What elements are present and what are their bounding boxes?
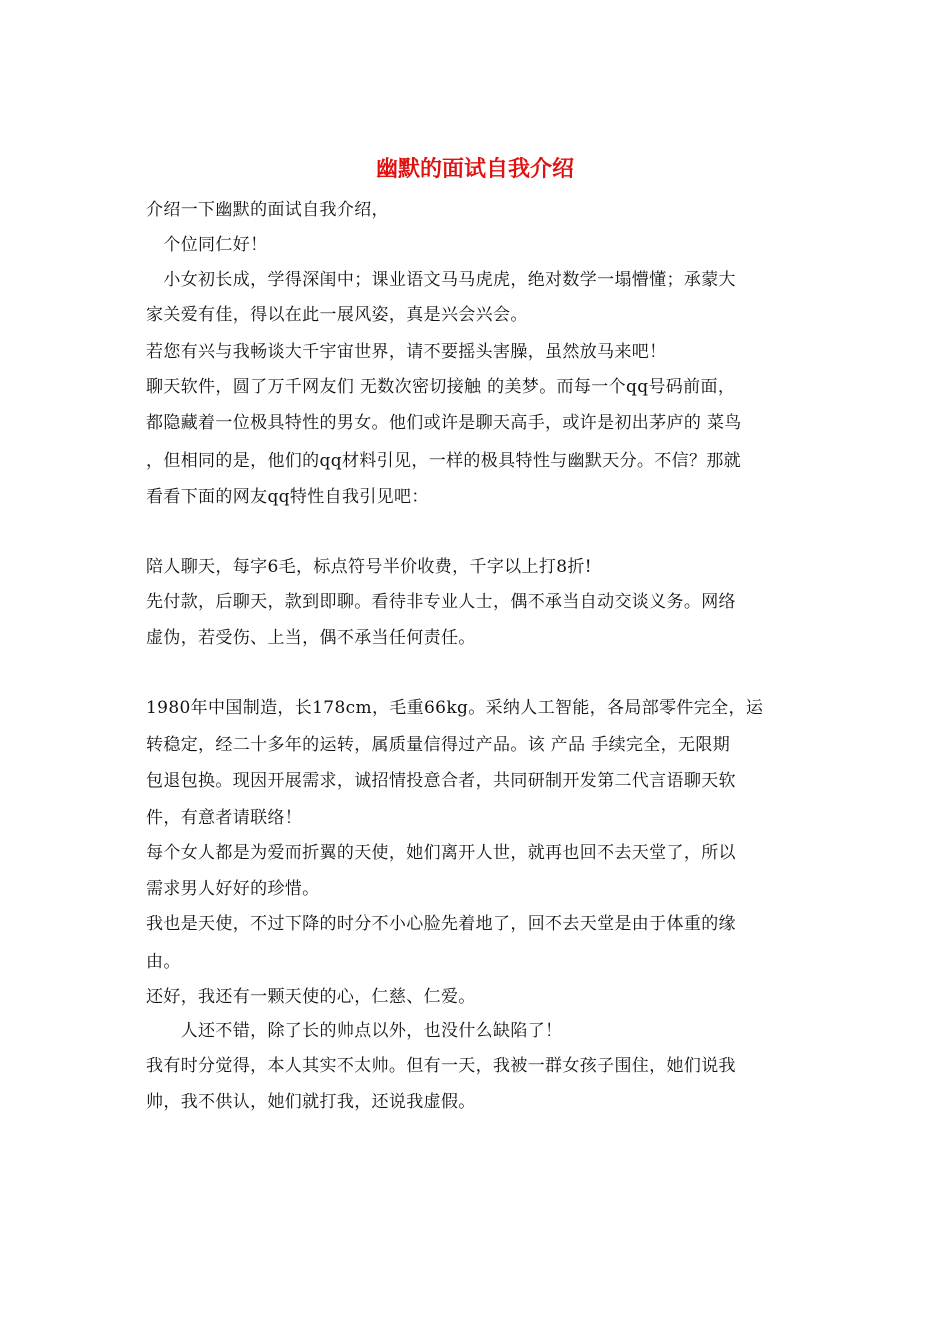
body-line: 包退包换。现因开展需求，诚招情投意合者，共同研制开发第二代言语聊天软	[146, 771, 736, 791]
body-line: 需求男人好好的珍惜。	[146, 879, 320, 899]
body-line: 每个女人都是为爱而折翼的天使，她们离开人世，就再也回不去天堂了，所以	[146, 843, 736, 863]
body-line: 若您有兴与我畅谈大千宇宙世界，请不要摇头害臊，虽然放马来吧！	[146, 342, 667, 362]
body-line: 由。	[146, 952, 181, 972]
body-line: 我也是天使，不过下降的时分不小心脸先着地了，回不去天堂是由于体重的缘	[146, 914, 736, 934]
body-line: 家关爱有佳，得以在此一展风姿，真是兴会兴会。	[146, 305, 528, 325]
body-line: ，但相同的是，他们的qq材料引见，一样的极具特性与幽默天分。不信？那就	[146, 451, 742, 471]
body-line: 介绍一下幽默的面试自我介绍，	[146, 200, 389, 220]
body-line: 陪人聊天，每字6毛，标点符号半价收费，千字以上打8折!	[146, 557, 592, 577]
body-line: 我有时分觉得，本人其实不太帅。但有一天，我被一群女孩子围住，她们说我	[146, 1056, 736, 1076]
body-line: 转稳定，经二十多年的运转，属质量信得过产品。该 产品 手续完全，无限期	[146, 735, 731, 755]
body-line: 小女初长成，学得深闺中；课业语文马马虎虎，绝对数学一塌懵懂；承蒙大	[146, 270, 736, 290]
body-line: 都隐藏着一位极具特性的男女。他们或许是聊天高手，或许是初出茅庐的 菜鸟	[146, 413, 742, 433]
body-line: 个位同仁好！	[146, 235, 268, 255]
body-line: 人还不错，除了长的帅点以外，也没什么缺陷了！	[146, 1021, 563, 1041]
document-title: 幽默的面试自我介绍	[375, 156, 574, 182]
body-line: 虚伪，若受伤、上当，偶不承当任何责任。	[146, 628, 476, 648]
body-line: 件，有意者请联络！	[146, 808, 303, 828]
body-line: 还好，我还有一颗天使的心，仁慈、仁爱。	[146, 987, 476, 1007]
body-line: 帅，我不供认，她们就打我，还说我虚假。	[146, 1092, 476, 1112]
body-line: 1980年中国制造，长178cm，毛重66kg。采纳人工智能，各局部零件完全，运	[146, 698, 764, 718]
body-line: 看看下面的网友qq特性自我引见吧：	[146, 487, 429, 507]
body-line: 聊天软件，圆了万千网友们 无数次密切接触 的美梦。而每一个qq号码前面，	[146, 377, 736, 397]
body-line: 先付款，后聊天，款到即聊。看待非专业人士，偶不承当自动交谈义务。网络	[146, 592, 736, 612]
